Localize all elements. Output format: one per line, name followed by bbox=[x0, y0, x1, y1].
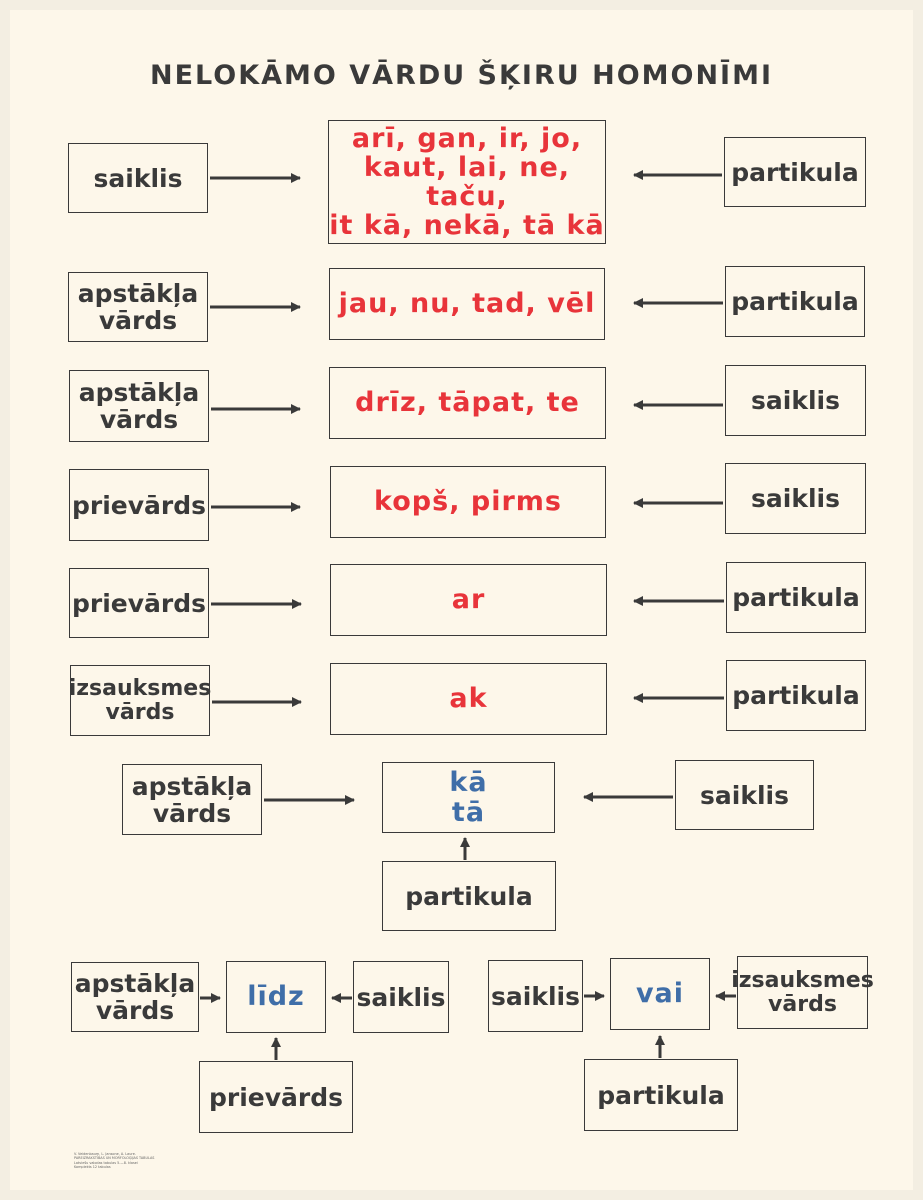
row2-right-box bbox=[725, 266, 865, 337]
row6-right-box bbox=[726, 660, 866, 731]
ka-right-box bbox=[675, 760, 814, 830]
row3-left-line1: apstākļa bbox=[78, 378, 200, 407]
row2-left-line1: apstākļa bbox=[77, 279, 199, 308]
lidz-left-box bbox=[71, 962, 199, 1032]
row5-left-label: prievārds bbox=[71, 588, 207, 618]
row2-left-line2: vārds bbox=[98, 306, 178, 335]
row4-left-label: prievārds bbox=[71, 490, 207, 520]
row3-right-box bbox=[725, 365, 866, 436]
row5-right-label: partikula bbox=[732, 583, 860, 612]
row1-center-line3: it kā, nekā, tā kā bbox=[329, 210, 605, 242]
row1-center-box bbox=[328, 120, 606, 244]
row1-right-box bbox=[724, 137, 866, 207]
row6-left-line2: vārds bbox=[105, 699, 175, 725]
vai-left-label: saiklis bbox=[491, 981, 580, 1011]
ka-bottom-box bbox=[382, 861, 556, 931]
row3-left-box bbox=[69, 370, 209, 442]
ka-bottom-label: partikula bbox=[405, 881, 533, 911]
lidz-center-word: līdz bbox=[247, 981, 305, 1013]
imprint-line2: PAREIZRAKSTĪBAS UN MORFOLOĢIJAS TABULAS bbox=[74, 1156, 155, 1161]
row4-center-words: kopš, pirms bbox=[374, 486, 562, 518]
row4-center-box bbox=[330, 466, 606, 538]
publisher-imprint bbox=[74, 1152, 174, 1170]
row1-center-line1: arī, gan, ir, jo, bbox=[351, 122, 583, 154]
row6-right-label: partikula bbox=[732, 681, 860, 710]
vai-center-box bbox=[610, 958, 710, 1030]
ka-center-line1: kā bbox=[449, 767, 488, 799]
row5-center-words: ar bbox=[451, 584, 486, 616]
imprint-line3: Latviešu valodas tabulas 5.—8. klasei bbox=[74, 1160, 138, 1165]
lidz-right-label: saiklis bbox=[356, 982, 446, 1012]
row3-left-line2: vārds bbox=[99, 405, 179, 434]
row5-left-box bbox=[69, 568, 209, 638]
vai-left-box bbox=[488, 960, 583, 1032]
ka-left-line2: vārds bbox=[152, 798, 232, 828]
lidz-bottom-label: prievārds bbox=[208, 1082, 344, 1112]
ka-right-label: saiklis bbox=[700, 780, 789, 810]
row1-right-label: partikula bbox=[731, 157, 859, 187]
imprint-line4: Komplekts 12 tabulas bbox=[74, 1165, 111, 1170]
vai-bottom-label: partikula bbox=[597, 1080, 725, 1110]
row1-left-label: saiklis bbox=[93, 163, 183, 193]
row1-left-box bbox=[68, 143, 208, 213]
vai-right-line2: vārds bbox=[768, 991, 837, 1017]
ka-center-box bbox=[382, 762, 555, 833]
row6-left-line1: izsauksmes bbox=[68, 675, 212, 701]
poster-title: NELOKĀMO VĀRDU ŠĶIRU HOMONĪMI bbox=[149, 60, 774, 91]
ka-center-line2: tā bbox=[451, 796, 486, 828]
row2-left-box bbox=[68, 272, 208, 342]
row4-right-box bbox=[725, 463, 866, 534]
lidz-bottom-box bbox=[199, 1061, 353, 1133]
row6-center-box bbox=[330, 663, 607, 735]
ka-left-line1: apstākļa bbox=[131, 771, 253, 801]
vai-right-box bbox=[731, 956, 874, 1029]
lidz-center-box bbox=[226, 961, 326, 1033]
row4-right-label: saiklis bbox=[751, 484, 840, 513]
lidz-left-line2: vārds bbox=[95, 996, 175, 1025]
row3-center-words: drīz, tāpat, te bbox=[355, 387, 580, 419]
vai-right-line1: izsauksmes bbox=[731, 967, 874, 993]
vai-bottom-box bbox=[584, 1059, 738, 1131]
lidz-left-line1: apstākļa bbox=[74, 969, 196, 998]
row5-right-box bbox=[726, 562, 866, 633]
ka-left-box bbox=[122, 764, 262, 835]
row6-center-words: ak bbox=[449, 683, 488, 715]
row2-right-label: partikula bbox=[731, 287, 859, 316]
imprint-line1: V. Veidenbaum, L. Jansone, A. Laure. bbox=[74, 1152, 136, 1156]
row3-center-box bbox=[329, 367, 606, 439]
vai-center-word: vai bbox=[635, 978, 685, 1010]
lidz-right-box bbox=[353, 961, 449, 1033]
row2-center-words: jau, nu, tad, vēl bbox=[338, 288, 596, 320]
row1-center-line2: kaut, lai, ne, taču, bbox=[363, 151, 571, 212]
row6-left-box bbox=[70, 665, 210, 736]
row3-right-label: saiklis bbox=[751, 386, 840, 415]
row4-left-box bbox=[69, 469, 209, 541]
row2-center-box bbox=[329, 268, 605, 340]
row5-center-box bbox=[330, 564, 607, 636]
